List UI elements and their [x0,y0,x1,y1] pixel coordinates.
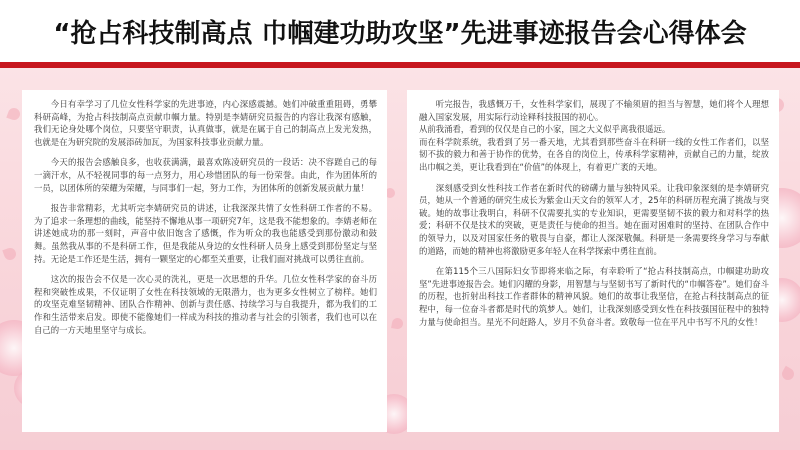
page-title: “抢占科技制高点 巾帼建功助攻坚”先进事迹报告会心得体会 [53,18,747,49]
content-background [0,68,800,450]
petal-decoration [6,106,21,121]
right-text-panel [407,90,779,432]
left-paragraph-3: 报告非常精彩，尤其听完李婧研究员的讲述，让我深深共情了女性科研工作者的不易。为了追求一条理想的曲线，能坚持不懈地从事一项研究7年，这是我不能想象的。李婧老师在讲述她成功的那一刻时，声音中依旧饱含了感慨，作为听众的我也能感受到那份激动和鼓舞。虽然我从事的不是科研工作，但是我能从身边的女性科研人员身上感受到那份坚定与坚持。无论是工作还是生活，拥有一颗坚定的心都至关重要，让我们面对挑战可以勇往直前。 [34,203,377,264]
petal-decoration [391,317,404,330]
left-paragraph-4: 这次的报告会不仅是一次心灵的洗礼，更是一次思想的升华。几位女性科学家的奋斗历程和突破性成果，不仅证明了女性在科技领域的无限潜力，也为更多女性树立了榜样。她们的攻坚克难坚韧精神、团队合作精神、创新与责任感、持续学习与自我提升，都为我们的工作和生活带来启发。即使不能像她们一样成为科技的推动者与社会的引领者，我们也可以在自己的一方天地里坚守与成长。 [34,274,377,335]
title-bar [0,0,800,62]
left-paragraph-2: 今天的报告会感触良多，也收获满满，最喜欢陈凌研究员的一段话：决不容蹉自己的每一滴汗水，从不轻视同事的每一点努力，用心珍惜团队的每一份荣誉。由此，作为团体所的一员，以团体所的荣耀为荣耀，与同事们一起，努力工作，为团体所的创新发展贡献力量！ [34,157,377,193]
petal-decoration [2,246,17,261]
right-paragraph-2: 深刻感受到女性科技工作者在新时代的磅礴力量与独特风采。让我印象深刻的是李婧研究员，她从一个普通的研究生成长为紫金山天文台的领军人才，25年的科研历程充满了挑战与突破。她的故事让我明白，科研不仅需要扎实的专业知识，更需要坚韧不拔的毅力和对科学的热爱；科研不仅是技术的突破，更是责任与使命的担当。她在面对困难时的坚持、在团队合作中的领导力，以及对国家任务的敬畏与自豪，都让人深深敬佩。科研是一条需要终身学习与奉献的道路，而她的精神也将激励更多年轻人在科学探索中勇往直前。 [419,182,769,256]
left-paragraph-1: 今日有幸学习了几位女性科学家的先进事迹，内心深感震撼。她们冲破重重阻碍，勇攀科研高峰，为抢占科技制高点贡献巾帼力量。特别是李婧研究员报告的内容让我深有感触，我们无论身处哪个岗位，只要坚守职责，认真做事，就是在属于自己的制高点上发光发热，也就是在为研究院的发展添砖加瓦，为国家科技事业贡献力量。 [34,99,377,147]
right-paragraph-1: 听完报告，我感慨万千，女性科学家们，展现了不输须眉的担当与智慧，她们将个人理想融入国家发展，用实际行动诠释科技报国的初心。 从前我涌看，看到的仅仅是自己的小家，国之大义似乎离我很遥远。 而在科学院系统，我看到了另一番天地，尤其看到那些奋斗在科研一线的女性工作者们，以坚韧不拔的毅力和善于协作的优势，在各自的岗位上，传承科学家精神，贡献自己的力量，绽放出巾帼之美，更让我看到在“价值”的体现上，有着更广袤的天地。 [419,99,769,172]
left-text-panel [22,90,387,432]
petal-decoration [780,366,796,382]
right-paragraph-3: 在第115个三八国际妇女节即将来临之际，有幸聆听了“抢占科技制高点，巾帼建功助攻坚”先进事迹报告会。她们闪耀的身影，用智慧与与坚韧书写了新时代的“巾帼答卷”。她们奋斗的历程，也折射出科技工作者群体的精神风貌。她们的故事让我坚信，在抢占科技制高点的征程中，每一位奋斗者都是时代的筑梦人。她们，让我深刻感受到女性在科技强国征程中的独特力量与使命担当。星光不问赶路人，岁月不负奋斗者。致敬每一位在平凡中书写不凡的女性！ [419,266,769,327]
